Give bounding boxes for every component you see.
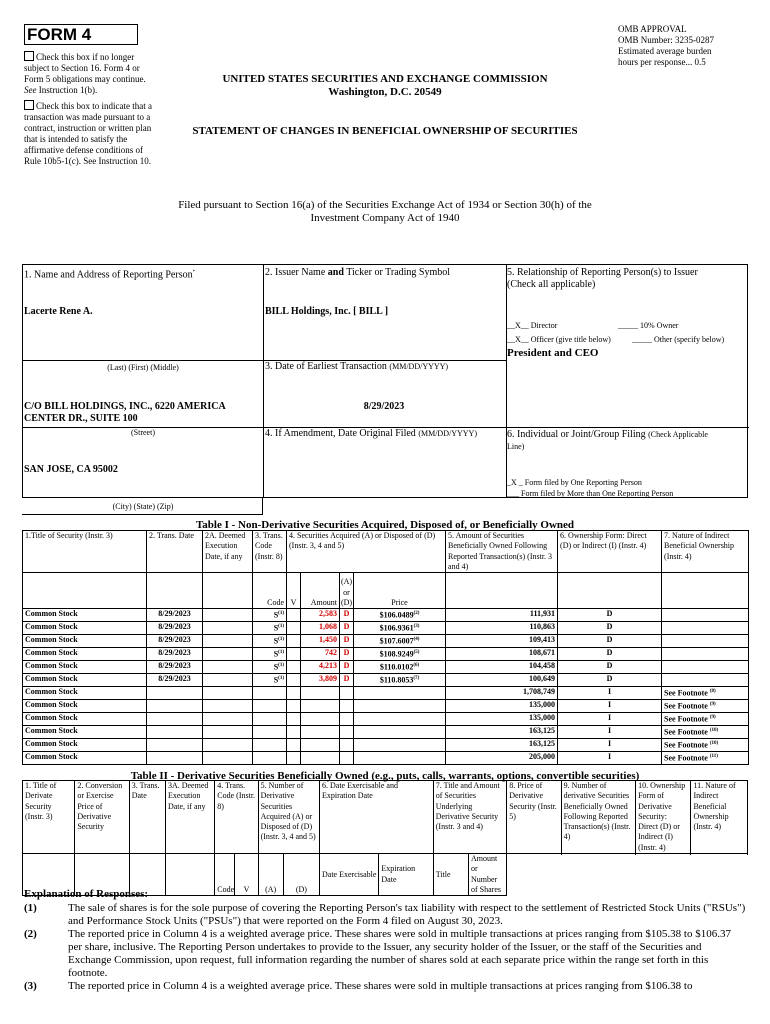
t1-sub-price: Price — [354, 573, 446, 609]
box6-label — [507, 429, 747, 441]
reporting-person-name: Lacerte Rene A. — [24, 306, 93, 317]
price: $106.0489$^{(2)}$ — [354, 609, 446, 622]
amount-owned: 1,708,749 — [446, 686, 558, 699]
table-row — [23, 609, 749, 622]
box5-label-2: (Check all applicable) — [507, 279, 596, 290]
t2-header-ownership-form: 10. Ownership Form of Derivative Security: Direct (D) or Indirect (I) (Instr. 4) — [636, 781, 691, 854]
t2-sub-expiration: Expiration Date — [379, 854, 433, 896]
box2-label — [265, 267, 450, 279]
t2-sub-v: V — [235, 854, 258, 896]
t2-sub-code: Code — [215, 854, 235, 896]
box1-label-text: 1. Name and Address of Reporting Person — [24, 269, 193, 281]
security-title: Common Stock — [23, 751, 147, 764]
box4-label-small: (MM/DD/YYYY) — [418, 429, 477, 438]
table-row — [23, 661, 749, 674]
amount: 1,450 — [301, 635, 340, 648]
nature-of-ownership: See Footnote $^{(10)}$ — [662, 725, 749, 738]
t1-header-deemed: 2A. Deemed Execution Date, if any — [203, 531, 253, 573]
t2-sub-d: (D) — [283, 854, 319, 896]
acquired-disposed — [340, 751, 354, 764]
acquired-disposed — [340, 725, 354, 738]
transaction-code — [253, 738, 287, 751]
transaction-date — [147, 699, 203, 712]
price: $108.9249$^{(5)}$ — [354, 648, 446, 661]
acquired-disposed: D — [340, 661, 354, 674]
footnote-text: The reported price in Column 4 is a weighted average price. These shares were sold in multiple transactions at prices ranging from $106.38 to — [68, 980, 693, 992]
ownership-form: D — [558, 622, 662, 635]
t2-sub-title: Title — [433, 854, 468, 896]
amount — [301, 686, 340, 699]
transaction-code: $S^{(1)}$ — [253, 661, 287, 674]
divider — [263, 265, 264, 498]
table-row — [23, 635, 749, 648]
ownership-form: I — [558, 751, 662, 764]
v-flag — [287, 725, 301, 738]
transaction-date: 8/29/2023 — [147, 673, 203, 686]
filing-option-multiple: ___ Form filed by More than One Reporting Person — [507, 489, 674, 498]
t1-header-nature: 7. Nature of Indirect Beneficial Ownership (Instr. 4) — [662, 531, 749, 573]
nature-of-ownership: See Footnote $^{(9)}$ — [662, 712, 749, 725]
omb-line-3: Estimated average burden — [618, 46, 712, 56]
transaction-code — [253, 751, 287, 764]
acquired-disposed — [340, 699, 354, 712]
box4-label-text: 4. If Amendment, Date Original Filed — [265, 428, 416, 439]
footnote-item — [24, 980, 746, 993]
amount-owned: 163,125 — [446, 725, 558, 738]
nature-of-ownership — [662, 673, 749, 686]
box6-label-text: 6. Individual or Joint/Group Filing — [507, 429, 646, 440]
deemed-date — [203, 699, 253, 712]
amount-owned: 109,413 — [446, 635, 558, 648]
t1-sub-code: Code — [253, 573, 287, 609]
security-title: Common Stock — [23, 673, 147, 686]
t1-header-date: 2. Trans. Date — [147, 531, 203, 573]
price — [354, 751, 446, 764]
box3-label-small: (MM/DD/YYYY) — [389, 362, 449, 371]
amount: 4,213 — [301, 661, 340, 674]
t2-sub-exercisable: Date Exercisable — [319, 854, 378, 896]
table-row — [23, 648, 749, 661]
v-flag — [287, 673, 301, 686]
table1-title: Table I - Non-Derivative Securities Acquired, Disposed of, or Beneficially Owned — [195, 519, 575, 531]
transaction-date: 8/29/2023 — [147, 622, 203, 635]
box6-label-line: Line) — [507, 442, 525, 451]
t2-header-owned: 9. Number of derivative Securities Beneficially Owned Following Reported Transaction(s) (Instr. 4) — [561, 781, 636, 854]
transaction-date — [147, 712, 203, 725]
acquired-disposed: D — [340, 648, 354, 661]
nature-of-ownership: See Footnote $^{(10)}$ — [662, 738, 749, 751]
amount-owned: 135,000 — [446, 712, 558, 725]
t1-sub-v: V — [287, 573, 301, 609]
t2-header-date: 3. Trans. Date — [129, 781, 165, 854]
box4-label — [265, 428, 477, 440]
relationship-10pct-owner: _____ 10% Owner — [618, 321, 679, 330]
agency-city: Washington, D.C. 20549 — [328, 86, 442, 98]
amount-owned: 110,863 — [446, 622, 558, 635]
relationship-other: _____ Other (specify below) — [632, 335, 725, 344]
reporting-person-street: C/O BILL HOLDINGS, INC., 6220 AMERICA CENTER DR., SUITE 100 — [24, 401, 226, 424]
nature-of-ownership: See Footnote $^{(11)}$ — [662, 751, 749, 764]
divider — [23, 360, 263, 361]
street-caption: (Street) — [131, 428, 155, 437]
amount-owned: 111,931 — [446, 609, 558, 622]
v-flag — [287, 635, 301, 648]
name-caption: (Last) (First) (Middle) — [107, 363, 179, 372]
security-title: Common Stock — [23, 712, 147, 725]
reporting-person-city: SAN JOSE, CA 95002 — [24, 464, 118, 475]
t2-header-number: 5. Number of Derivative Securities Acquired (A) or Disposed of (D) (Instr. 3, 4 and 5) — [258, 781, 319, 854]
t2-sub-amount: Amount or Number of Shares — [468, 854, 506, 896]
acquired-disposed — [340, 686, 354, 699]
security-title: Common Stock — [23, 648, 147, 661]
v-flag — [287, 686, 301, 699]
v-flag — [287, 609, 301, 622]
explanation-heading: Explanation of Responses: — [24, 888, 149, 900]
t1-header-ownership-form: 6. Ownership Form: Direct (D) or Indirect (I) (Instr. 4) — [558, 531, 662, 573]
footnote-number: (3) — [24, 980, 37, 992]
section16-checkbox-block — [24, 51, 152, 96]
divider — [22, 514, 263, 515]
box3-label — [265, 361, 448, 373]
security-title: Common Stock — [23, 725, 147, 738]
deemed-date — [203, 622, 253, 635]
amount-owned: 104,458 — [446, 661, 558, 674]
acquired-disposed — [340, 712, 354, 725]
t2-header-underlying: 7. Title and Amount of Securities Underlying Derivative Security (Instr. 3 and 4) — [433, 781, 506, 854]
t1-header-owned: 5. Amount of Securities Beneficially Owned Following Reported Transaction(s) (Instr. 3 and 4) — [446, 531, 558, 573]
v-flag — [287, 622, 301, 635]
price: $110.8053$^{(7)}$ — [354, 673, 446, 686]
price — [354, 699, 446, 712]
price — [354, 725, 446, 738]
v-flag — [287, 712, 301, 725]
amount-owned: 163,125 — [446, 738, 558, 751]
v-flag — [287, 738, 301, 751]
table-row — [23, 622, 749, 635]
filed-pursuant-line-1: Filed pursuant to Section 16(a) of the Securities Exchange Act of 1934 or Section 30(h) of the — [178, 199, 592, 211]
v-flag — [287, 751, 301, 764]
city-caption: (City) (State) (Zip) — [112, 502, 174, 511]
security-title: Common Stock — [23, 699, 147, 712]
footnote-item — [24, 928, 746, 980]
price — [354, 686, 446, 699]
deemed-date — [203, 661, 253, 674]
nature-of-ownership — [662, 609, 749, 622]
footnote-text: The reported price in Column 4 is a weighted average price. These shares were sold in multiple transactions at prices ranging from $105.38 to $106.37 per share, inclusive. The Reporting Person undertakes to provide to the Issuer, any security holder of the Issuer, or the staff of the Securities and Exchange Commission, upon request, full information regarding the number of shares sold at each separate price within the range set forth in this footnote. — [68, 928, 731, 979]
transaction-code — [253, 686, 287, 699]
box2-label-b: Ticker or Trading Symbol — [343, 267, 451, 278]
rule10b5-text: Check this box to indicate that a transaction was made pursuant to a contract, instruction or written plan that is intended to satisfy the affirmative defense conditions of Rule 10b5-1(c). See Instruction 10. — [24, 101, 152, 166]
table1-non-derivative — [22, 530, 749, 765]
security-title: Common Stock — [23, 609, 147, 622]
divider — [506, 265, 507, 498]
table-row — [23, 673, 749, 686]
section16-instruction: Instruction 1(b). — [38, 85, 98, 95]
t2-header-exercisable: 6. Date Exercisable and Expiration Date — [319, 781, 433, 854]
amount — [301, 699, 340, 712]
box5-label-1: 5. Relationship of Reporting Person(s) to Issuer — [507, 267, 698, 278]
table-row — [23, 686, 749, 699]
amount-owned: 135,000 — [446, 699, 558, 712]
table-row — [23, 751, 749, 764]
box6-label-small: (Check Applicable — [648, 430, 708, 439]
filed-pursuant-line-2: Investment Company Act of 1940 — [310, 212, 460, 224]
deemed-date — [203, 738, 253, 751]
ownership-form: I — [558, 738, 662, 751]
acquired-disposed: D — [340, 673, 354, 686]
omb-line-4: hours per response... 0.5 — [618, 57, 706, 67]
ownership-form: D — [558, 673, 662, 686]
amount: 3,809 — [301, 673, 340, 686]
acquired-disposed: D — [340, 635, 354, 648]
section16-checkbox[interactable] — [24, 51, 34, 61]
transaction-code: $S^{(1)}$ — [253, 635, 287, 648]
security-title: Common Stock — [23, 738, 147, 751]
transaction-date — [147, 751, 203, 764]
deemed-date — [203, 648, 253, 661]
transaction-code: $S^{(1)}$ — [253, 673, 287, 686]
omb-approval — [618, 24, 758, 68]
transaction-code — [253, 725, 287, 738]
t2-header-price: 8. Price of Derivative Security (Instr. 5) — [507, 781, 561, 854]
footnote-text: The sale of shares is for the sole purpose of covering the Reporting Person's tax liability with respect to the settlement of Restricted Stock Units ("RSUs") and Performance Stock Units ("PSUs") that were reported on the Form 4 filed on August 30, 2023. — [68, 902, 746, 927]
deemed-date — [203, 712, 253, 725]
transaction-code — [253, 712, 287, 725]
t2-header-deemed: 3A. Deemed Execution Date, if any — [165, 781, 214, 854]
table-row — [23, 725, 749, 738]
security-title: Common Stock — [23, 686, 147, 699]
agency-name: UNITED STATES SECURITIES AND EXCHANGE COMMISSION — [222, 73, 548, 85]
t2-header-code: 4. Trans. Code (Instr. 8) — [215, 781, 258, 854]
transaction-date: 8/29/2023 — [147, 635, 203, 648]
box3-label-text: 3. Date of Earliest Transaction — [265, 361, 387, 372]
transaction-date — [147, 725, 203, 738]
transaction-date: 8/29/2023 — [147, 609, 203, 622]
security-title: Common Stock — [23, 622, 147, 635]
omb-line-1: OMB APPROVAL — [618, 24, 687, 34]
explanation-list — [24, 902, 746, 993]
box2-label-a: 2. Issuer Name — [265, 267, 328, 278]
price — [354, 712, 446, 725]
v-flag — [287, 648, 301, 661]
ownership-form: I — [558, 725, 662, 738]
t1-header-code: 3. Trans. Code (Instr. 8) — [253, 531, 287, 573]
relationship-director: __X__ Director — [507, 321, 558, 330]
table2-title: Table II - Derivative Securities Beneficially Owned (e.g., puts, calls, warrants, options, convertible securities) — [130, 770, 640, 782]
transaction-date — [147, 738, 203, 751]
filing-option-one: _X _ Form filed by One Reporting Person — [507, 478, 642, 487]
deemed-date — [203, 686, 253, 699]
ownership-form: D — [558, 635, 662, 648]
rule10b5-checkbox[interactable] — [24, 100, 34, 110]
t2-header-title: 1. Title of Derivate Security (Instr. 3) — [23, 781, 75, 854]
earliest-transaction-date: 8/29/2023 — [363, 401, 405, 412]
section16-see: See — [24, 85, 37, 95]
t1-header-securities: 4. Securities Acquired (A) or Disposed of (D) (Instr. 3, 4 and 5) — [287, 531, 446, 573]
nature-of-ownership — [662, 635, 749, 648]
issuer-name: BILL Holdings, Inc. [ BILL ] — [265, 306, 389, 317]
table-row — [23, 712, 749, 725]
relationship-officer: __X__ Officer (give title below) — [507, 335, 611, 344]
deemed-date — [203, 609, 253, 622]
security-title: Common Stock — [23, 635, 147, 648]
form-title: FORM 4 — [24, 24, 138, 45]
t2-sub-a: (A) — [258, 854, 283, 896]
transaction-date — [147, 686, 203, 699]
rule10b5-checkbox-block — [24, 100, 152, 167]
ownership-form: D — [558, 661, 662, 674]
t1-header-title: 1.Title of Security (Instr. 3) — [23, 531, 147, 573]
ownership-form: D — [558, 648, 662, 661]
ownership-form: I — [558, 712, 662, 725]
amount-owned: 108,671 — [446, 648, 558, 661]
amount: 2,583 — [301, 609, 340, 622]
amount — [301, 712, 340, 725]
amount — [301, 751, 340, 764]
officer-title: President and CEO — [507, 347, 599, 359]
box1-label — [24, 267, 195, 281]
deemed-date — [203, 751, 253, 764]
amount-owned: 100,649 — [446, 673, 558, 686]
section16-text: Check this box if no longer subject to Section 16. Form 4 or Form 5 obligations may continue. — [24, 52, 146, 84]
deemed-date — [203, 635, 253, 648]
nature-of-ownership — [662, 622, 749, 635]
t2-header-nature: 11. Nature of Indirect Beneficial Ownership (Instr. 4) — [691, 781, 748, 854]
acquired-disposed: D — [340, 609, 354, 622]
box5-label — [507, 267, 747, 291]
amount: 1,068 — [301, 622, 340, 635]
price — [354, 738, 446, 751]
price: $110.0102$^{(6)}$ — [354, 661, 446, 674]
v-flag — [287, 661, 301, 674]
security-title: Common Stock — [23, 661, 147, 674]
table-row — [23, 699, 749, 712]
deemed-date — [203, 673, 253, 686]
ownership-form: D — [558, 609, 662, 622]
footnote-number: (2) — [24, 928, 37, 940]
omb-line-2: OMB Number: 3235-0287 — [618, 35, 714, 45]
amount: 742 — [301, 648, 340, 661]
amount — [301, 738, 340, 751]
v-flag — [287, 699, 301, 712]
footnote-number: (1) — [24, 902, 37, 914]
nature-of-ownership: See Footnote $^{(9)}$ — [662, 699, 749, 712]
footnote-item — [24, 902, 746, 928]
transaction-code: $S^{(1)}$ — [253, 609, 287, 622]
transaction-code: $S^{(1)}$ — [253, 648, 287, 661]
nature-of-ownership: See Footnote $^{(8)}$ — [662, 686, 749, 699]
transaction-code: $S^{(1)}$ — [253, 622, 287, 635]
t1-sub-ad: (A) or (D) — [340, 573, 354, 609]
price: $107.6007$^{(4)}$ — [354, 635, 446, 648]
nature-of-ownership — [662, 661, 749, 674]
transaction-code — [253, 699, 287, 712]
deemed-date — [203, 725, 253, 738]
box2-label-and: and — [327, 267, 344, 278]
price: $106.9361$^{(3)}$ — [354, 622, 446, 635]
acquired-disposed — [340, 738, 354, 751]
amount — [301, 725, 340, 738]
acquired-disposed: D — [340, 622, 354, 635]
statement-title: STATEMENT OF CHANGES IN BENEFICIAL OWNERSHIP OF SECURITIES — [192, 125, 578, 137]
table2-derivative — [22, 780, 748, 896]
ownership-form: I — [558, 699, 662, 712]
reporting-info-grid — [22, 264, 748, 498]
amount-owned: 205,000 — [446, 751, 558, 764]
ownership-form: I — [558, 686, 662, 699]
box1-label-mark: * — [192, 270, 196, 275]
transaction-date: 8/29/2023 — [147, 648, 203, 661]
nature-of-ownership — [662, 648, 749, 661]
table-row — [23, 738, 749, 751]
t1-sub-amount: Amount — [301, 573, 340, 609]
transaction-date: 8/29/2023 — [147, 661, 203, 674]
divider — [262, 497, 263, 515]
t2-header-conversion: 2. Conversion or Exercise Price of Derivative Security — [75, 781, 129, 854]
